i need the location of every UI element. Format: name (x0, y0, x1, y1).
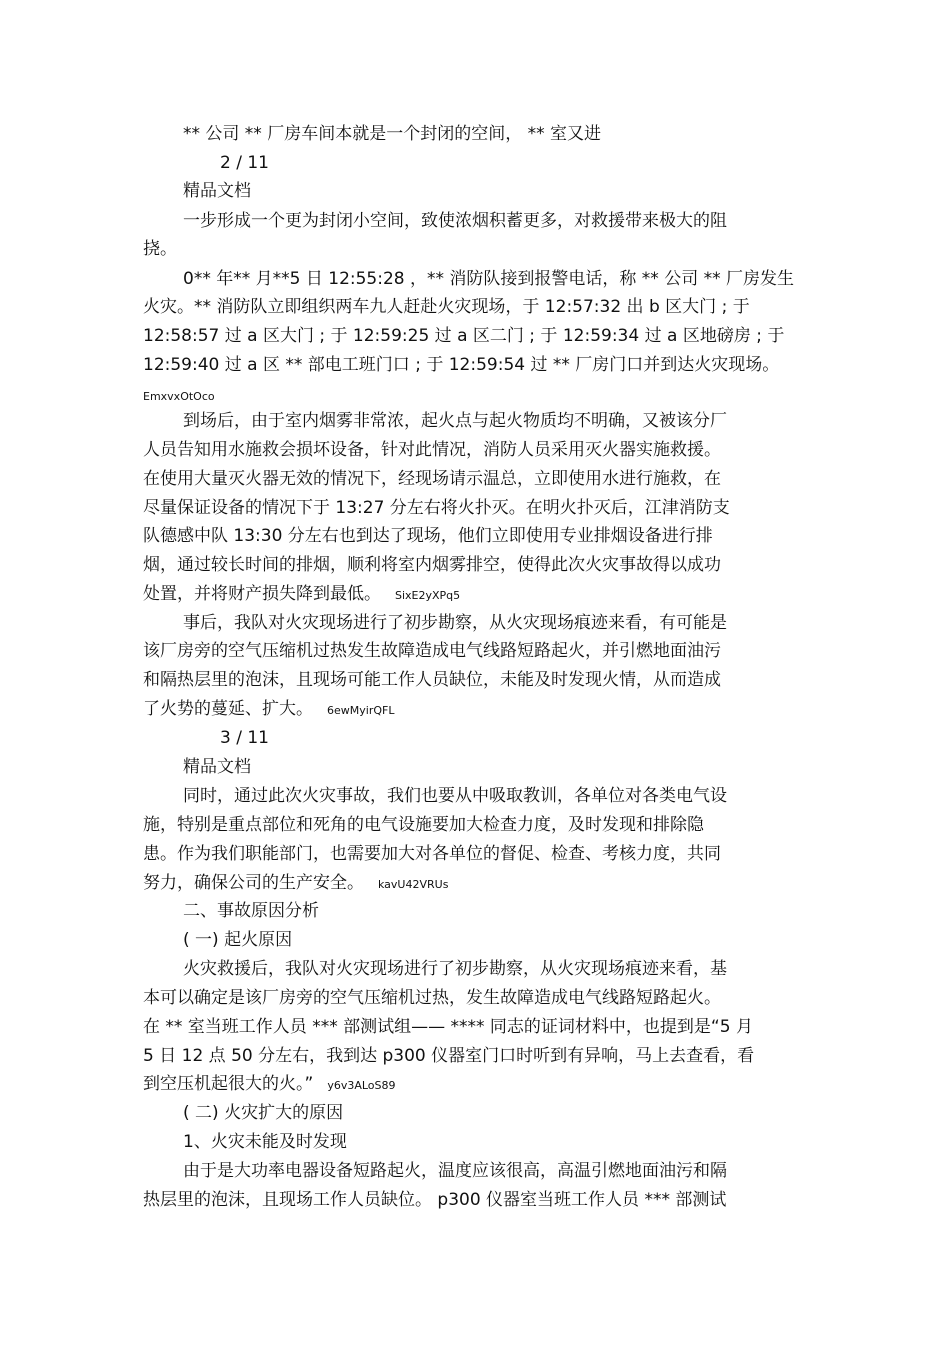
text-line: 和隔热层里的泡沫，且现场可能工作人员缺位，未能及时发现火情，从而造成 (143, 670, 721, 690)
subsection-heading: ( 二) 火灾扩大的原因 (183, 1103, 344, 1123)
header-label: 精品文档 (183, 757, 251, 777)
subsection-heading: ( 一) 起火原因 (183, 930, 293, 950)
text-line-content: 到空压机起很大的火。” (143, 1074, 314, 1094)
text-line (143, 583, 460, 607)
text-line: 尽量保证设备的情况下于 13:27 分左右将火扑灭。在明火扑灭后，江津消防支 (143, 498, 730, 518)
watermark-code: kavU42VRUs (378, 878, 449, 891)
text-line: 队德感中队 13:30 分左右也到达了现场，他们立即使用专业排烟设备进行排 (143, 526, 713, 546)
text-line: 火灾救援后，我队对火灾现场进行了初步勘察，从火灾现场痕迹来看，基 (183, 959, 727, 979)
watermark-code: SixE2yXPq5 (395, 589, 461, 602)
watermark-code: 6ewMyirQFL (327, 704, 395, 717)
text-line: 到场后，由于室内烟雾非常浓，起火点与起火物质均不明确，又被该分厂 (183, 411, 727, 431)
text-line (143, 1073, 396, 1097)
text-line (143, 698, 394, 722)
text-line-content: 处置，并将财产损失降到最低。 (143, 584, 381, 604)
text-line: ** 公司 ** 厂房车间本就是一个封闭的空间， ** 室又进 (183, 124, 602, 144)
text-line-content: 努力，确保公司的生产安全。 (143, 873, 364, 893)
subsection-heading: 1、火灾未能及时发现 (183, 1132, 347, 1152)
text-line: 本可以确定是该厂房旁的空气压缩机过热，发生故障造成电气线路短路起火。 (143, 988, 721, 1008)
page-number: 2 / 11 (220, 153, 269, 173)
watermark-code: EmxvxOtOco (143, 390, 215, 403)
text-line: 5 日 12 点 50 分左右，我到达 p300 仪器室门口时听到有异响，马上去查看，看 (143, 1046, 755, 1066)
text-line: 由于是大功率电器设备短路起火，温度应该很高，高温引燃地面油污和隔 (183, 1161, 727, 1181)
page-number: 3 / 11 (220, 728, 269, 748)
text-line: 12:59:40 过 a 区 ** 部电工班门口 ; 于 12:59:54 过 ** 厂房门口并到达火灾现场。 (143, 355, 780, 375)
text-line: 患。作为我们职能部门，也需要加大对各单位的督促、检查、考核力度，共同 (143, 844, 721, 864)
text-line: 12:58:57 过 a 区大门 ; 于 12:59:25 过 a 区二门 ; 于 12:59:34 过 a 区地磅房 ; 于 (143, 326, 785, 346)
text-line: 烟，通过较长时间的排烟，顺利将室内烟雾排空，使得此次火灾事故得以成功 (143, 555, 721, 575)
text-line: 0** 年** 月**5 日 12:55:28 ，** 消防队接到报警电话，称 ** 公司 ** 厂房发生 (183, 269, 795, 289)
text-line: 挠。 (143, 239, 177, 259)
text-line: 事后，我队对火灾现场进行了初步勘察，从火灾现场痕迹来看，有可能是 (183, 613, 727, 633)
text-line: 该厂房旁的空气压缩机过热发生故障造成电气线路短路起火，并引燃地面油污 (143, 641, 721, 661)
text-line (143, 872, 448, 896)
text-line: 热层里的泡沫，且现场工作人员缺位。 p300 仪器室当班工作人员 *** 部测试 (143, 1190, 727, 1210)
text-line: 火灾。** 消防队立即组织两车九人赶赴火灾现场，于 12:57:32 出 b 区大门 ; 于 (143, 297, 750, 317)
text-line: 施，特别是重点部位和死角的电气设施要加大检查力度，及时发现和排除隐 (143, 815, 704, 835)
text-line: 一步形成一个更为封闭小空间，致使浓烟积蓄更多，对救援带来极大的阻 (183, 211, 727, 231)
text-line-content: 了火势的蔓延、扩大。 (143, 699, 313, 719)
section-heading: 二、事故原因分析 (183, 901, 319, 921)
text-line: 在 ** 室当班工作人员 *** 部测试组—— **** 同志的证词材料中，也提到是“5 月 (143, 1017, 753, 1037)
watermark-code: y6v3ALoS89 (327, 1079, 396, 1092)
header-label: 精品文档 (183, 181, 251, 201)
text-line: 人员告知用水施救会损坏设备，针对此情况，消防人员采用灭火器实施救援。 (143, 440, 721, 460)
text-line: 同时，通过此次火灾事故，我们也要从中吸取教训，各单位对各类电气设 (183, 786, 727, 806)
text-line: 在使用大量灭火器无效的情况下，经现场请示温总，立即使用水进行施救，在 (143, 469, 721, 489)
